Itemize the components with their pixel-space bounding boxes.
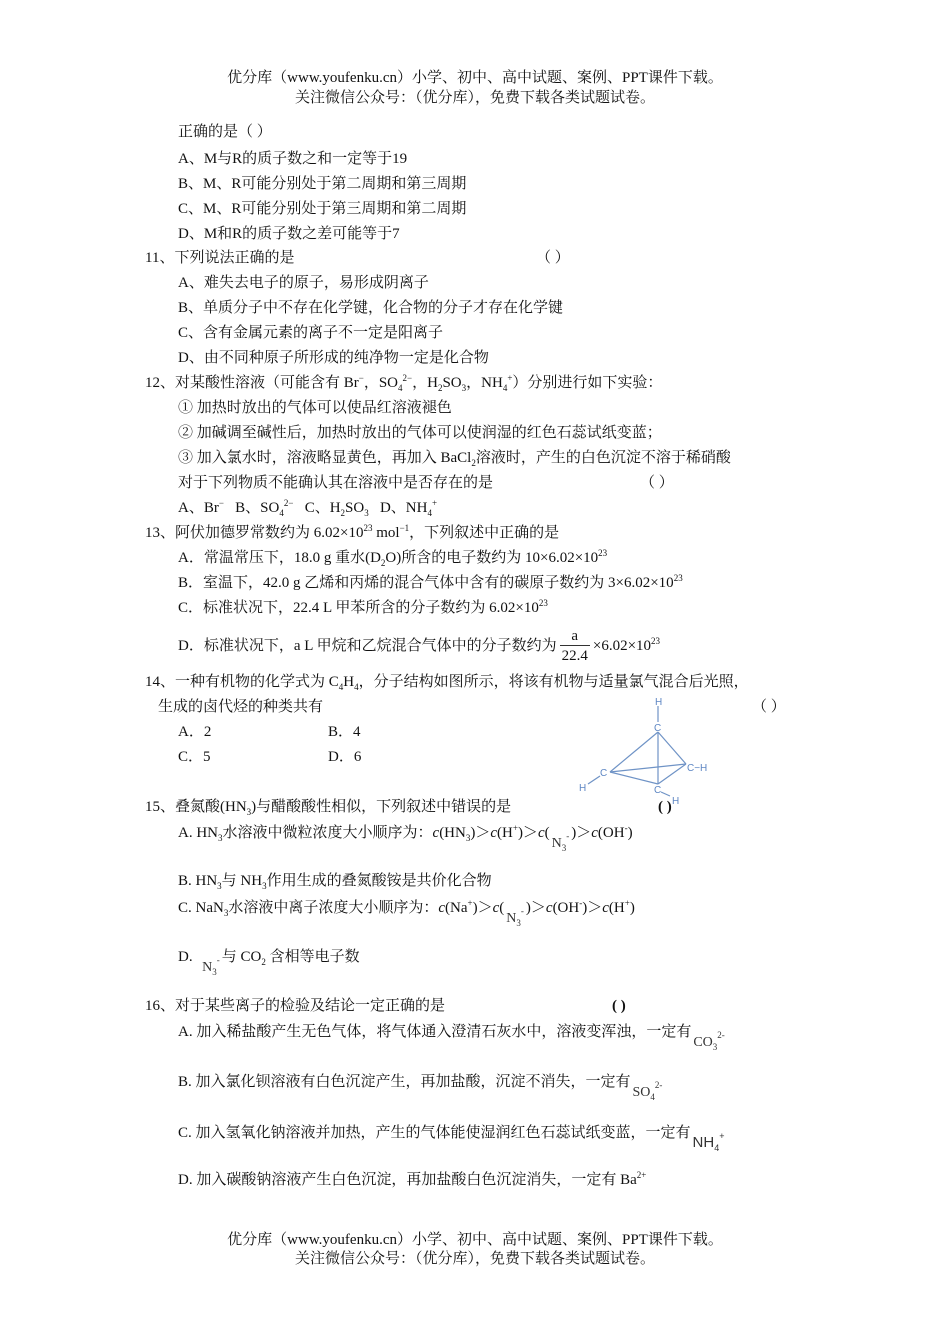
- atom-c-top: C: [654, 723, 662, 734]
- q14-option-a: A．2: [178, 724, 212, 740]
- q12-answer-paren: （ ）: [640, 475, 674, 491]
- q11-stem: 11、下列说法正确的是: [145, 250, 295, 266]
- atom-c-left: C: [600, 768, 608, 779]
- q10-option-d: D、M和R的质子数之差可能等于7: [178, 226, 400, 242]
- sulfate-ion: $SO_4^{2-}$: [632, 1080, 663, 1102]
- q13-option-d: D．标准状况下，a L 甲烷和乙烷混合气体中的分子数约为 $\frac{a}{22.4}$ $\times 6.02\times 10^{23}$: [178, 628, 661, 665]
- q16-option-b: B. 加入氯化钡溶液有白色沉淀产生，再加盐酸，沉淀不消失，一定有$SO_4^{2-}$: [178, 1074, 663, 1102]
- q11-option-b: B、单质分子中不存在化学键，化合物的分子才存在化学键: [178, 300, 564, 316]
- q16-option-a: A. 加入稀盐酸产生无色气体，将气体通入澄清石灰水中，溶液变浑浊，一定有$CO_3^{2-}$: [178, 1024, 725, 1052]
- q11-answer-paren: （ ）: [536, 250, 570, 266]
- q14-option-b: B．4: [328, 724, 361, 740]
- footer-line-2: 关注微信公众号：（优分库），免费下载各类试题试卷。: [294, 1251, 655, 1267]
- q15-stem: 15、叠氮酸$(HN_3)$与醋酸酸性相似，下列叙述中错误的是: [145, 799, 512, 817]
- q10-option-a: A、M与R的质子数之和一定等于19: [178, 151, 408, 167]
- q14-stem-2: 生成的卤代烃的种类共有: [158, 699, 324, 715]
- q12-item-3: ③ 加入氯水时，溶液略显黄色，再加入 BaCl$_2$溶液时，产生的白色沉淀不溶于稀硝酸: [178, 450, 731, 468]
- q16-stem: 16、对于某些离子的检验及结论一定正确的是: [145, 998, 446, 1014]
- q13-option-b: B．室温下，42.0 g 乙烯和丙烯的混合气体中含有的碳原子数约为 $3\times 6.02\times 10^{23}$: [178, 573, 683, 591]
- q15-option-b: B. $HN_3$与 $NH_3$作用生成的叠氮酸铵是共价化合物: [178, 873, 492, 891]
- q16-option-c: C. 加入氢氧化钠溶液并加热，产生的气体能使湿润红色石蕊试纸变蓝，一定有$NH_4^+$: [178, 1125, 725, 1153]
- q11-option-d: D、由不同种原子所形成的纯净物一定是化合物: [178, 350, 489, 366]
- q14-option-c: C．5: [178, 749, 211, 765]
- molecule-bonds: [588, 706, 686, 796]
- q15-option-c: C. NaN$_3$水溶液中离子浓度大小顺序为：$c(Na^+)>c(N_3^-$ )＞c(OH-)＞c(H+): [178, 898, 635, 928]
- q13-stem: 13、阿伏加德罗常数约为 $6.02\times 10^{23}$ mol$^{-1}$，下列叙述中正确的是: [145, 523, 560, 541]
- q11-option-c: C、含有金属元素的离子不一定是阳离子: [178, 325, 444, 341]
- q14-option-d: D．6: [328, 749, 362, 765]
- atom-h-left: H: [579, 783, 587, 794]
- q15-option-d: D. $N_3^-$ 与 $CO_2$ 含相等电子数: [178, 949, 360, 977]
- q10-option-c: C、M、R可能分别处于第三周期和第二周期: [178, 201, 467, 217]
- azide-ion: $N_3^-$: [506, 906, 524, 928]
- azide-ion: $N_3^-$: [202, 955, 220, 977]
- atom-c-bottom: C: [654, 785, 662, 796]
- header-line-1: 优分库（www.youfenku.cn）小学、初中、高中试题、案例、PPT课件下载。: [227, 70, 723, 86]
- q14-answer-paren: （ ）: [752, 699, 786, 715]
- header-line-2: 关注微信公众号：（优分库），免费下载各类试题试卷。: [294, 90, 655, 106]
- azide-ion: $N_3^-$: [551, 831, 570, 853]
- q14-stem: 14、一种有机物的化学式为 $C_4H_4$，分子结构如图所示，将该有机物与适量氯气混合后光照，: [145, 674, 749, 692]
- q12-item-2: ② 加碱调至碱性后，加热时放出的气体可以使润湿的红色石蕊试纸变蓝；: [178, 425, 662, 441]
- q15-answer-paren: ( ): [658, 799, 672, 815]
- q16-answer-paren: ( ): [612, 998, 626, 1014]
- atom-h-top: H: [655, 697, 663, 708]
- q10-stem-tail: 正确的是（ ）: [178, 124, 272, 140]
- q13-option-a: A．常温常压下，18.0 g 重水$(D_2O)$所含的电子数约为 $10\times 6.02\times 10^{23}$: [178, 548, 608, 568]
- footer-line-1: 优分库（www.youfenku.cn）小学、初中、高中试题、案例、PPT课件下载。: [227, 1232, 723, 1248]
- atom-h-bottom: H: [672, 796, 680, 807]
- ammonium-ion: $NH_4^+$: [692, 1131, 725, 1153]
- molecule-diagram: [570, 692, 730, 810]
- fraction: $\frac{a}{22.4}$: [561, 628, 588, 665]
- q16-option-d: D. 加入碳酸钠溶液产生白色沉淀，再加盐酸白色沉淀消失，一定有 $Ba^{2+}$: [178, 1170, 647, 1188]
- carbonate-ion: $CO_3^{2-}$: [693, 1030, 725, 1052]
- q12-question: 对于下列物质不能确认其在溶液中是否存在的是: [178, 475, 494, 491]
- q10-option-b: B、M、R可能分别处于第二周期和第三周期: [178, 176, 467, 192]
- q15-option-a: A. $HN_3$水溶液中微粒浓度大小顺序为：$c(HN_3)>c(H^+)>c(N_3^-$ )＞c(OH-): [178, 823, 633, 853]
- q12-item-1: ① 加热时放出的气体可以使品红溶液褪色: [178, 400, 452, 416]
- q11-option-a: A、难失去电子的原子，易形成阴离子: [178, 275, 429, 291]
- q13-option-c: C．标准状况下，22.4 L 甲苯所含的分子数约为 $6.02\times 10^{23}$: [178, 598, 548, 616]
- q12-options: A、Br− B、$SO_4^{2-}$ C、$H_2SO_3$ D、$NH_4^+$: [178, 498, 438, 518]
- atom-ch-right: C−H: [687, 763, 708, 774]
- q12-stem: 12、对某酸性溶液（可能含有 Br−，$SO_4^{2-}$，$H_2SO_3$，$NH_4^+$）分别进行如下实验：: [145, 373, 663, 393]
